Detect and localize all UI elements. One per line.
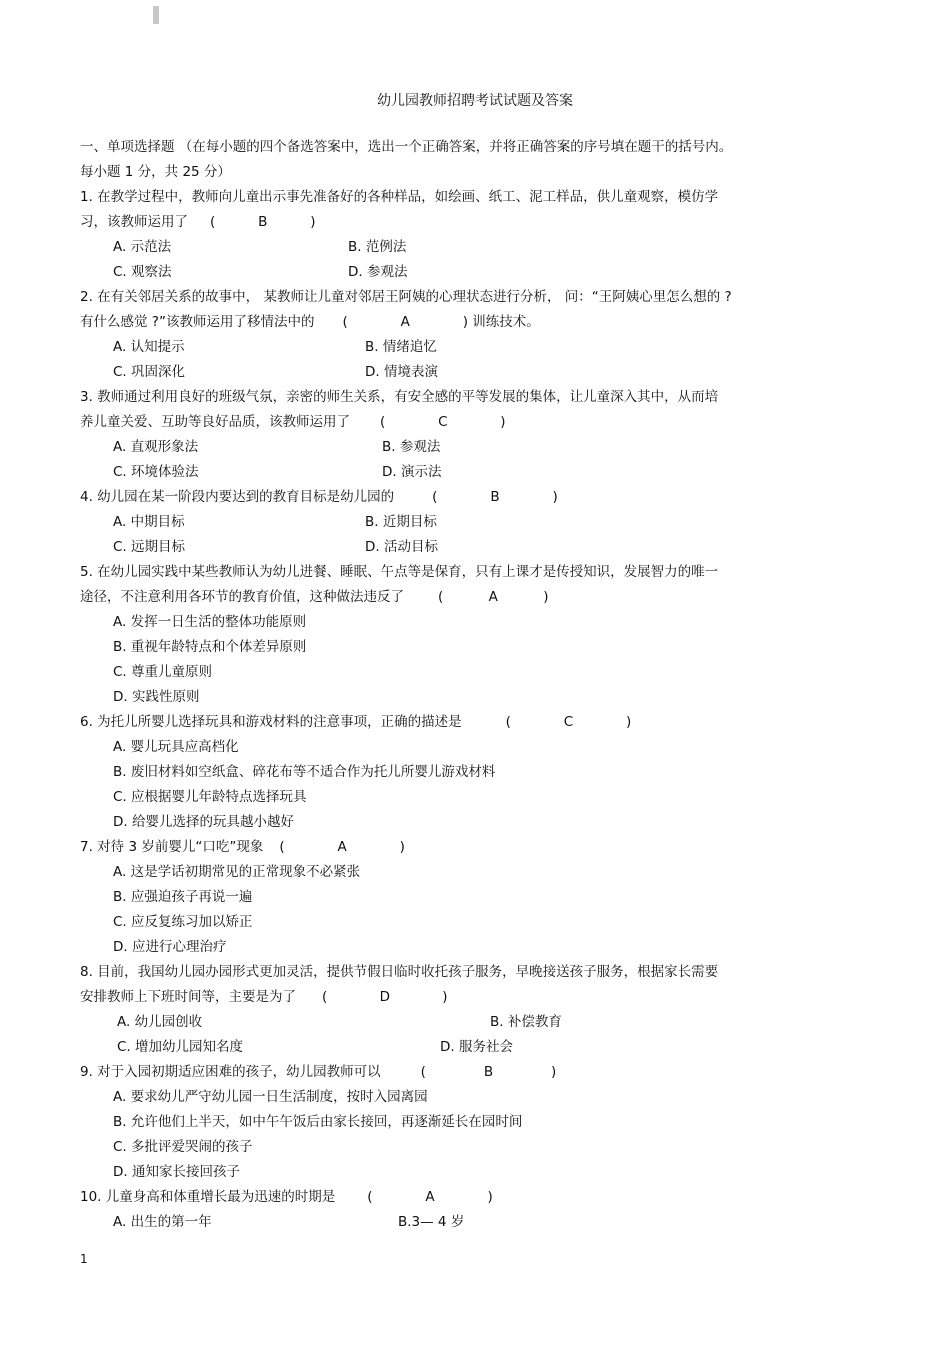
option-a: A. 婴儿玩具应高档化 (113, 739, 239, 755)
page-number: 1 (80, 1252, 88, 1266)
option-d: D. 给婴儿选择的玩具越小越好 (113, 814, 294, 830)
question-7-stem: 7. 对待 3 岁前婴儿“口吃”现象 ( A ) (80, 835, 880, 860)
option-b: B. 参观法 (382, 439, 441, 455)
option-a: A. 要求幼儿严守幼儿园一日生活制度，按时入园离园 (113, 1089, 428, 1105)
option-row (80, 510, 880, 535)
option-row (80, 360, 880, 385)
answer-5: A (488, 589, 498, 605)
option-a: A. 认知提示 (113, 339, 185, 355)
option-d: D. 应进行心理治疗 (113, 939, 227, 955)
question-8-stem: 8. 目前，我国幼儿园办园形式更加灵活，提供节假日临时收托孩子服务，早晚接送孩子服务，根据家长需要 (80, 964, 719, 980)
option-b: B. 范例法 (348, 239, 407, 255)
question-5-stem: 5. 在幼儿园实践中某些教师认为幼儿进餐、睡眠、午点等是保育，只有上课才是传授知识，发展智力的唯一 (80, 564, 719, 580)
option-a: A. 幼儿园创收 (117, 1014, 203, 1030)
option-d: D. 参观法 (348, 264, 408, 280)
question-6-stem: 6. 为托儿所婴儿选择玩具和游戏材料的注意事项，正确的描述是 ( C ) (80, 710, 880, 735)
option-d: D. 情境表演 (365, 364, 438, 380)
option-b: B. 允许他们上半天，如中午午饭后由家长接回，再逐渐延长在园时间 (113, 1114, 523, 1130)
option-d: D. 实践性原则 (113, 689, 200, 705)
option-c: C. 应反复练习加以矫正 (113, 914, 253, 930)
option-d: D. 活动目标 (365, 539, 438, 555)
answer-2: A (400, 314, 410, 330)
question-3-stem-end: 养儿童关爱、互助等良好品质，该教师运用了 ( C ) (80, 410, 880, 435)
scan-mark (153, 6, 159, 24)
answer-3: C (438, 414, 448, 430)
option-c: C. 巩固深化 (113, 364, 186, 380)
answer-4: B (490, 489, 500, 505)
option-c: C. 应根据婴儿年龄特点选择玩具 (113, 789, 307, 805)
answer-7: A (337, 839, 347, 855)
option-a: A. 示范法 (113, 239, 172, 255)
option-b: B. 废旧材料如空纸盒、碎花布等不适合作为托儿所婴儿游戏材料 (113, 764, 496, 780)
option-a: A. 发挥一日生活的整体功能原则 (113, 614, 307, 630)
question-1-stem: 1. 在教学过程中，教师向儿童出示事先准备好的各种样品，如绘画、纸工、泥工样品，供儿童观察，模仿学 (80, 189, 719, 205)
option-d: D. 通知家长接回孩子 (113, 1164, 240, 1180)
section-heading-line-2: 每小题 1 分，共 25 分） (80, 164, 231, 180)
option-b: B. 情绪追忆 (365, 339, 437, 355)
option-c: C. 尊重儿童原则 (113, 664, 213, 680)
option-d: D. 服务社会 (440, 1039, 513, 1055)
question-2-stem: 2. 在有关邻居关系的故事中， 某教师让儿童对邻居王阿姨的心理状态进行分析， 问：“王阿姨心里怎么想的 ? (80, 289, 732, 305)
option-b: B.3— 4 岁 (398, 1214, 465, 1230)
option-d: D. 演示法 (382, 464, 442, 480)
option-b: B. 应强迫孩子再说一遍 (113, 889, 253, 905)
option-row (80, 260, 880, 285)
option-row (80, 1010, 880, 1035)
answer-9: B (483, 1064, 494, 1080)
section-heading-line-1: 一、单项选择题 （在每小题的四个备选答案中，选出一个正确答案，并将正确答案的序号填在题干的括号内。 (80, 139, 733, 155)
option-c: C. 观察法 (113, 264, 172, 280)
option-b: B. 重视年龄特点和个体差异原则 (113, 639, 307, 655)
option-row (80, 1210, 880, 1235)
option-row (80, 435, 880, 460)
option-c: C. 远期目标 (113, 539, 186, 555)
answer-1: B (258, 214, 268, 230)
question-3-stem: 3. 教师通过利用良好的班级气氛，亲密的师生关系，有安全感的平等发展的集体，让儿童深入其中，从而培 (80, 389, 719, 405)
option-c: C. 多批评爱哭闹的孩子 (113, 1139, 253, 1155)
document-title: 幼儿园教师招聘考试试题及答案 (377, 93, 573, 109)
option-a: A. 出生的第一年 (113, 1214, 212, 1230)
option-a: A. 中期目标 (113, 514, 185, 530)
option-row (80, 335, 880, 360)
answer-8: D (379, 989, 390, 1005)
option-b: B. 近期目标 (365, 514, 437, 530)
option-row (80, 460, 880, 485)
option-a: A. 直观形象法 (113, 439, 199, 455)
option-a: A. 这是学话初期常见的正常现象不必紧张 (113, 864, 361, 880)
option-b: B. 补偿教育 (490, 1014, 562, 1030)
option-c: C. 环境体验法 (113, 464, 199, 480)
question-1-stem-end: 习，该教师运用了 ( B ) (80, 210, 880, 235)
question-5-stem-end: 途径，不注意利用各环节的教育价值，这种做法违反了 ( A ) (80, 585, 880, 610)
answer-6: C (563, 714, 574, 730)
question-9-stem: 9. 对于入园初期适应困难的孩子，幼儿园教师可以 ( B ) (80, 1060, 880, 1085)
answer-10: A (425, 1189, 435, 1205)
option-c: C. 增加幼儿园知名度 (117, 1039, 244, 1055)
option-row (80, 235, 880, 260)
question-page (80, 135, 880, 1235)
option-row (80, 1035, 880, 1060)
question-10-stem: 10. 儿童身高和体重增长最为迅速的时期是 ( A ) (80, 1185, 880, 1210)
option-row (80, 535, 880, 560)
question-2-stem-end: 有什么感觉 ?”该教师运用了移情法中的 ( A ) 训练技术。 (80, 310, 880, 335)
question-4-stem: 4. 幼儿园在某一阶段内要达到的教育目标是幼儿园的 ( B ) (80, 485, 880, 510)
question-8-stem-end: 安排教师上下班时间等，主要是为了 ( D ) (80, 985, 880, 1010)
